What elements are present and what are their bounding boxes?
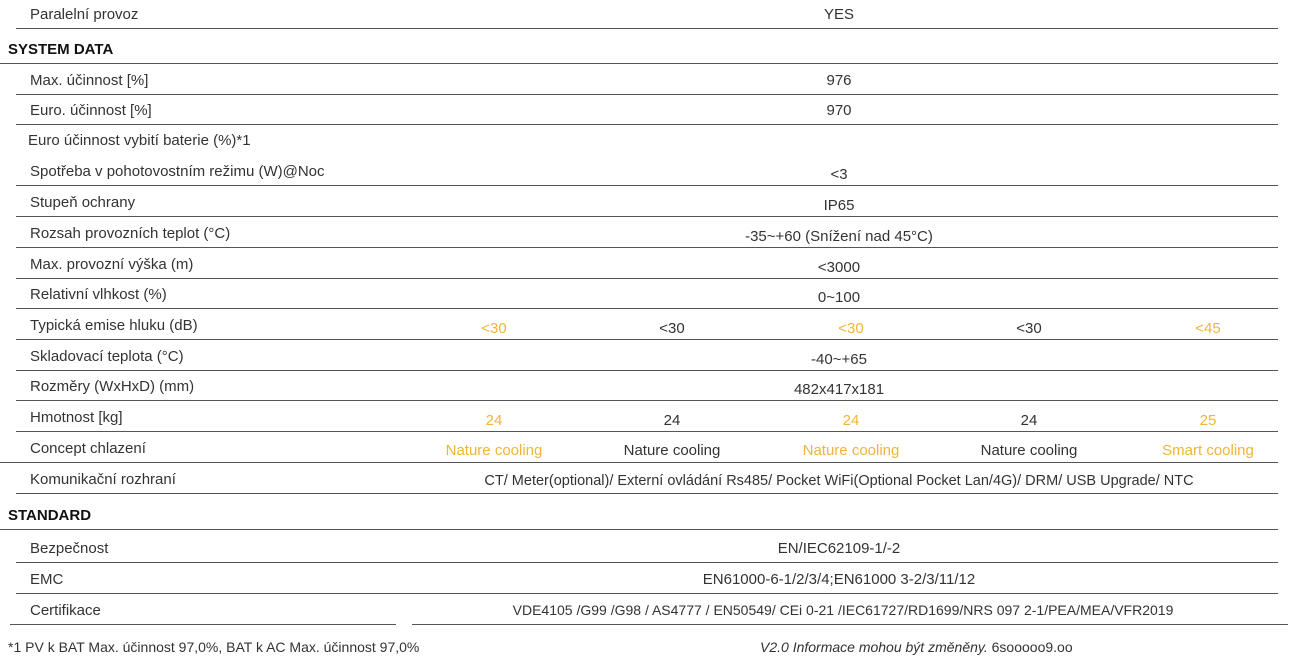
spec-row [0,0,1278,29]
row-value: 482x417x181 [793,381,885,398]
row-label: Rozsah provozních teplot (°C) [30,225,231,242]
row-divider [16,400,1278,401]
cell-value: 24 [663,412,681,429]
section-standard [0,501,1278,530]
row-divider [16,278,1278,279]
row-label: Hmotnost [kg] [30,409,123,426]
spec-row [0,596,1288,625]
row-label: Rozměry (WxHxD) (mm) [30,378,195,395]
spec-row-noise [0,311,1278,340]
spec-row [0,126,1278,155]
cell-value: <30 [1016,320,1042,337]
row-divider [16,431,1278,432]
spec-row [0,157,1278,186]
row-value: <3 [830,166,848,183]
row-value: CT/ Meter(optional)/ Externí ovládání Rs485/ Pocket WiFi(Optional Pocket Lan/4G)/ DRM/ USB Upgrade/ NTC [484,473,1194,489]
row-label: Concept chlazení [30,440,146,457]
row-divider [412,624,1288,625]
cell-value: 24 [842,412,860,429]
row-value: 0~100 [817,289,861,306]
row-value: IP65 [823,197,855,214]
row-value: 976 [826,72,852,89]
row-divider [16,185,1278,186]
row-value: -40~+65 [811,351,867,368]
row-label: Euro. účinnost [%] [30,102,152,119]
spec-row [0,534,1278,563]
row-label: Spotřeba v pohotovostním režimu (W)@Noc [30,163,325,180]
spec-row-cooling [0,434,1278,463]
section-divider [0,63,1278,64]
row-label: Bezpečnost [30,540,109,557]
spec-row [0,342,1278,371]
row-label: Typická emise hluku (dB) [30,317,198,334]
row-label: Max. účinnost [%] [30,72,149,89]
row-value: <3000 [817,259,861,276]
row-divider [16,593,1278,594]
row-value: -35~+60 (Snížení nad 45°C) [745,228,933,245]
row-divider [16,216,1278,217]
spec-row [0,96,1278,125]
cell-value: Smart cooling [1162,442,1254,459]
row-divider [16,370,1278,371]
cell-value: Nature cooling [980,442,1078,459]
row-label: Max. provozní výška (m) [30,256,194,273]
row-divider [16,493,1278,494]
cell-value: 25 [1199,412,1217,429]
row-divider [0,462,1278,463]
spec-row [0,565,1278,594]
cell-value: 24 [1020,412,1038,429]
row-divider [16,562,1278,563]
spec-row [0,372,1278,401]
version-disclaimer: V2.0 Informace mohou být změněny. [760,639,988,655]
row-label: Komunikační rozhraní [30,471,176,488]
cell-value: <30 [659,320,685,337]
section-title: STANDARD [8,507,92,524]
row-value [400,126,1278,155]
row-label: Relativní vlhkost (%) [30,286,167,303]
row-label: Paralelní provoz [30,6,139,23]
version-code: 6sooooo9.oo [991,639,1073,655]
row-divider [16,94,1278,95]
row-divider [16,308,1278,309]
row-divider [10,624,396,625]
row-divider [16,28,1278,29]
cell-value: <30 [838,320,864,337]
cell-value: <30 [481,320,507,337]
footnote: *1 PV k BAT Max. účinnost 97,0%, BAT k AC Max. účinnost 97,0% [8,639,420,655]
row-value: YES [823,6,854,23]
spec-row-weight [0,403,1278,432]
section-divider [0,529,1278,530]
row-value: 970 [826,102,852,119]
row-label: Euro účinnost vybití baterie (%)*1 [28,132,251,149]
spec-row [0,219,1278,248]
row-divider [16,247,1278,248]
version-note [760,639,1073,655]
row-label: Skladovací teplota (°C) [30,348,184,365]
cell-value: Nature cooling [802,442,900,459]
row-value: EN61000-6-1/2/3/4;EN61000 3-2/3/11/12 [702,571,976,588]
cell-value: <45 [1195,320,1221,337]
cell-value: Nature cooling [623,442,721,459]
cell-value: Nature cooling [445,442,543,459]
spec-row [0,188,1278,217]
spec-row [0,465,1278,494]
row-divider [16,124,1278,125]
cell-value: 24 [485,412,503,429]
section-title: SYSTEM DATA [8,41,114,58]
row-label: Stupeň ochrany [30,194,136,211]
spec-row [0,66,1278,95]
row-divider [16,339,1278,340]
row-value: EN/IEC62109-1/-2 [777,540,901,557]
row-label: Certifikace [30,602,101,619]
spec-row [0,250,1278,279]
spec-row [0,280,1278,309]
row-label: EMC [30,571,64,588]
section-system-data [0,35,1278,64]
row-value: VDE4105 /G99 /G98 / AS4777 / EN50549/ CEi 0-21 /IEC61727/RD1699/NRS 097 2-1/PEA/MEA/VFR2019 [512,602,1174,618]
